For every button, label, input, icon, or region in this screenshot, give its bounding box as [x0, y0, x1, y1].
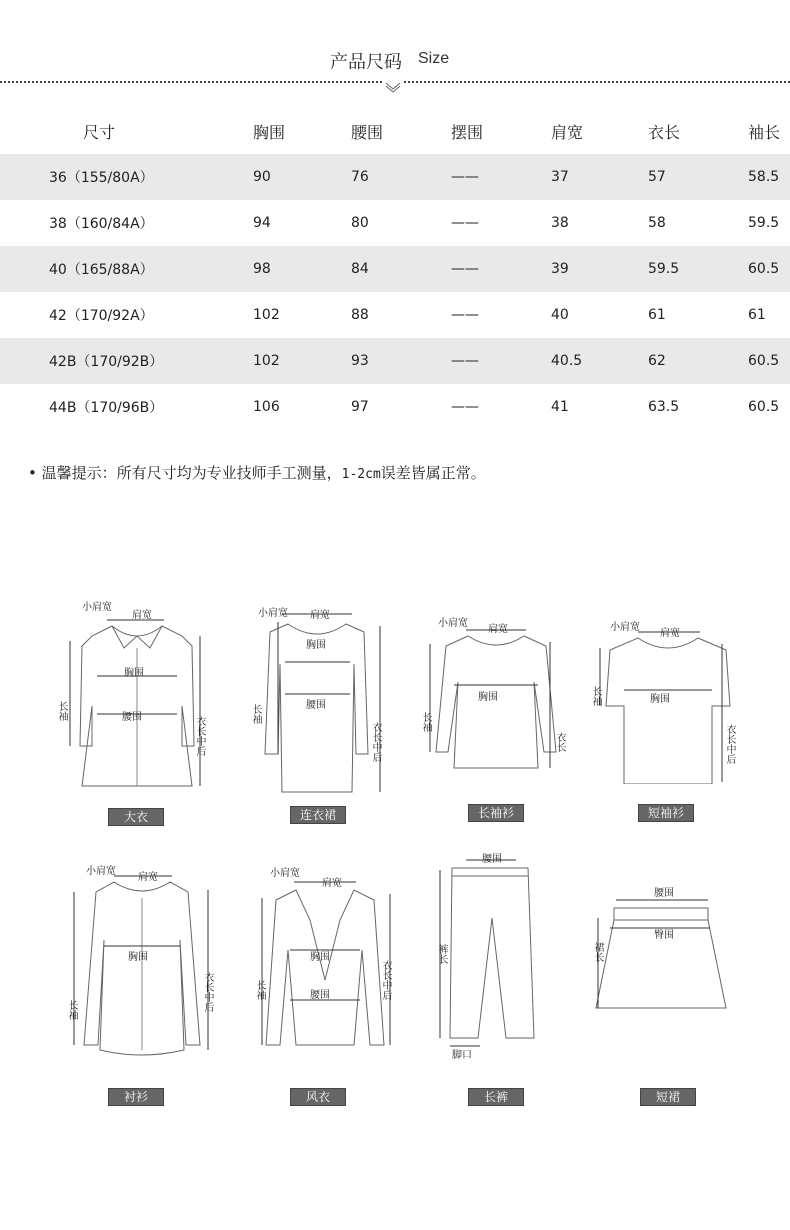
- garment-trench: [250, 860, 400, 1104]
- table-cell: ——: [451, 215, 479, 231]
- garment-short-sleeve: [588, 614, 738, 820]
- garment-label-shirt: 衬衫: [108, 1088, 164, 1106]
- table-row: [0, 384, 790, 430]
- table-cell: 60.5: [748, 246, 790, 292]
- label-small-shoulder: 小肩宽: [86, 866, 116, 877]
- col-header-hem: 摆围: [451, 122, 484, 142]
- bullet: •: [28, 464, 37, 482]
- label-waist: 腰围: [654, 888, 674, 899]
- table-cell: 38: [551, 215, 569, 231]
- label-length: 衣长: [554, 732, 565, 752]
- label-sleeve: 长袖: [590, 686, 601, 706]
- table-cell: ——: [451, 307, 479, 323]
- label-small-shoulder: 小肩宽: [438, 618, 468, 629]
- label-small-shoulder: 小肩宽: [82, 602, 112, 613]
- label-chest: 胸围: [478, 692, 498, 703]
- size-table: [0, 108, 790, 430]
- table-cell: 59.5: [648, 246, 748, 292]
- table-cell: 63.5: [648, 399, 680, 415]
- section-title-en: Size: [418, 50, 450, 67]
- label-chest: 胸围: [306, 640, 326, 651]
- garment-label-skirt: 短裙: [640, 1088, 696, 1106]
- label-hip: 臀围: [654, 930, 674, 941]
- label-sleeve: 长袖: [56, 701, 67, 721]
- table-cell: ——: [451, 246, 551, 292]
- table-cell: 40（165/88A）: [0, 246, 253, 292]
- col-header-shoulder: 肩宽: [551, 122, 584, 142]
- garment-label-long-sleeve: 长袖衫: [468, 804, 524, 822]
- note-range: 1-2cm: [341, 467, 381, 482]
- skirt-drawing: [590, 880, 730, 1020]
- table-row: [0, 246, 790, 292]
- table-cell: 97: [351, 399, 369, 415]
- col-header-chest: 胸围: [253, 122, 286, 142]
- label-chest: 胸围: [128, 952, 148, 963]
- garment-label-trench: 风衣: [290, 1088, 346, 1106]
- note-prefix: 温馨提示：所有尺寸均为专业技师手工测量，: [41, 464, 342, 482]
- label-length: 衣长中后: [724, 724, 735, 764]
- garment-coat: [52, 596, 222, 824]
- table-cell: 58: [648, 215, 666, 231]
- label-shoulder: 肩宽: [310, 610, 330, 621]
- table-cell: 80: [351, 215, 369, 231]
- garment-shirt: [62, 860, 222, 1104]
- table-cell: 59.5: [748, 215, 780, 231]
- label-shoulder: 肩宽: [132, 610, 152, 621]
- table-cell: ——: [451, 338, 551, 384]
- label-length: 衣长中后: [370, 722, 381, 762]
- label-waist: 腰围: [310, 990, 330, 1001]
- col-header-length: 衣长: [648, 122, 681, 142]
- table-cell: 76: [351, 154, 451, 200]
- label-waist: 腰围: [482, 854, 502, 865]
- measurement-note: [28, 462, 486, 483]
- table-row: [0, 338, 790, 384]
- label-chest: 胸围: [124, 668, 144, 679]
- label-chest: 胸围: [310, 952, 330, 963]
- table-cell: 39: [551, 246, 648, 292]
- table-cell: 98: [253, 246, 351, 292]
- col-header-sleeve: 袖长: [748, 122, 781, 142]
- garment-label-trousers: 长裤: [468, 1088, 524, 1106]
- table-cell: 40.5: [551, 338, 648, 384]
- table-cell: 88: [351, 307, 369, 323]
- garment-dress: [240, 604, 390, 822]
- garment-trousers: [430, 848, 550, 1104]
- garment-label-dress: 连衣裙: [290, 806, 346, 824]
- col-header-size: 尺寸: [83, 122, 116, 142]
- table-cell: 84: [351, 246, 451, 292]
- table-cell: 58.5: [748, 154, 790, 200]
- label-small-shoulder: 小肩宽: [270, 868, 300, 879]
- label-waist: 腰围: [306, 700, 326, 711]
- table-cell: 60.5: [748, 399, 780, 415]
- table-cell: 57: [648, 154, 748, 200]
- label-sleeve: 长袖: [254, 980, 265, 1000]
- label-chest: 胸围: [650, 694, 670, 705]
- chevron-down-icon: [384, 78, 402, 90]
- label-waist: 腰围: [122, 712, 142, 723]
- label-hem: 脚口: [452, 1050, 472, 1061]
- label-sleeve: 长袖: [66, 1000, 77, 1020]
- label-skirt-length: 裙长: [592, 942, 603, 962]
- label-length: 衣长中后: [202, 972, 213, 1012]
- table-cell: 40: [551, 307, 569, 323]
- table-cell: 42（170/92A）: [49, 308, 154, 324]
- table-cell: ——: [451, 399, 479, 415]
- table-cell: ——: [451, 154, 551, 200]
- label-shoulder: 肩宽: [322, 878, 342, 889]
- table-cell: 102: [253, 338, 351, 384]
- table-cell: 61: [748, 307, 766, 323]
- label-shoulder: 肩宽: [138, 872, 158, 883]
- label-small-shoulder: 小肩宽: [610, 622, 640, 633]
- coat-drawing: [52, 596, 222, 796]
- table-cell: 41: [551, 399, 569, 415]
- table-cell: 61: [648, 307, 666, 323]
- note-suffix: 误差皆属正常。: [380, 464, 486, 482]
- table-cell: 94: [253, 215, 271, 231]
- table-cell: 44B（170/96B）: [49, 400, 164, 416]
- label-sleeve: 长袖: [420, 712, 431, 732]
- label-length: 衣长中后: [380, 960, 391, 1000]
- label-sleeve: 长袖: [250, 704, 261, 724]
- table-cell: 36（155/80A）: [0, 154, 253, 200]
- table-cell: 37: [551, 154, 648, 200]
- table-row: [0, 154, 790, 200]
- table-cell: 102: [253, 307, 280, 323]
- section-title: 产品尺码: [330, 52, 402, 73]
- label-shoulder: 肩宽: [660, 628, 680, 639]
- table-cell: 60.5: [748, 338, 790, 384]
- label-shoulder: 肩宽: [488, 624, 508, 635]
- label-length: 衣长中后: [194, 716, 205, 756]
- label-small-shoulder: 小肩宽: [258, 608, 288, 619]
- table-cell: 93: [351, 338, 451, 384]
- garment-long-sleeve: [418, 612, 568, 820]
- section-header: [0, 44, 790, 74]
- table-cell: 38（160/84A）: [49, 216, 154, 232]
- garment-label-short-sleeve: 短袖衫: [638, 804, 694, 822]
- garment-skirt: [590, 880, 730, 1104]
- table-cell: 90: [253, 154, 351, 200]
- table-row: [0, 292, 790, 338]
- table-cell: 106: [253, 399, 280, 415]
- label-pants-length: 裤长: [436, 944, 447, 964]
- col-header-waist: 腰围: [351, 122, 384, 142]
- table-cell: 62: [648, 338, 748, 384]
- table-row: [0, 200, 790, 246]
- garment-label-coat: 大衣: [108, 808, 164, 826]
- table-header-row: [0, 108, 790, 154]
- table-cell: 42B（170/92B）: [0, 338, 253, 384]
